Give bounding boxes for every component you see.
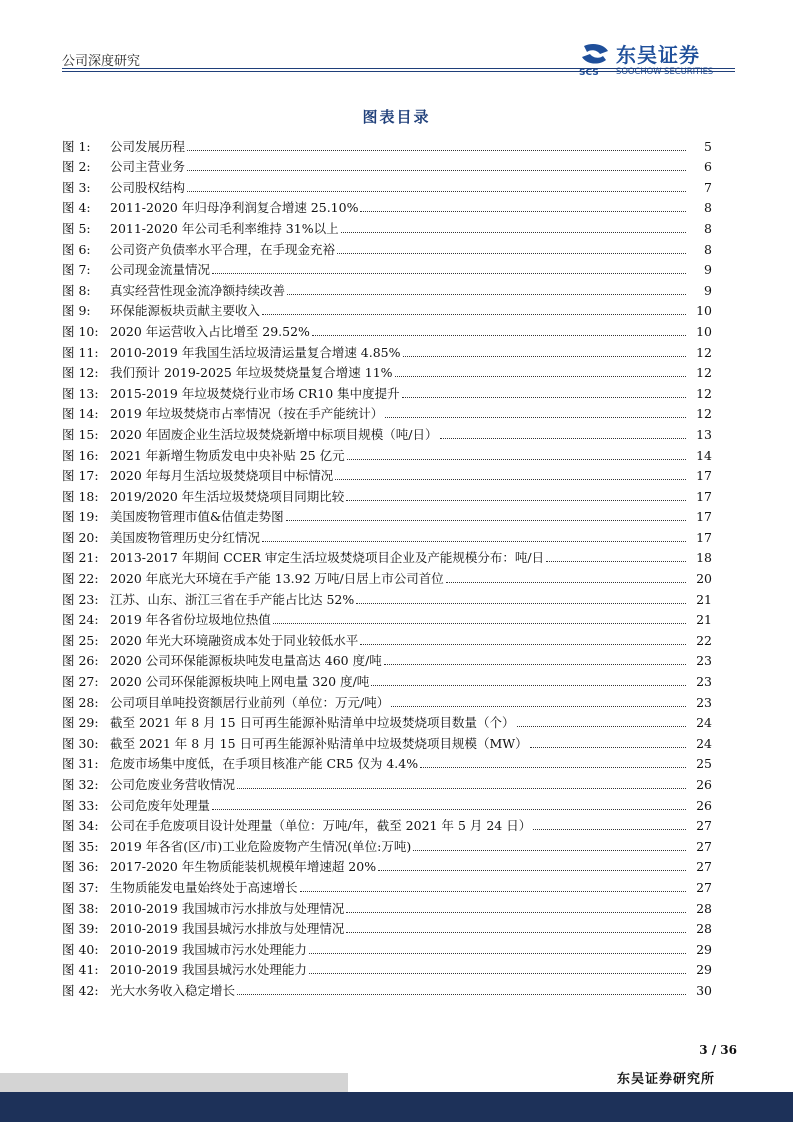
- toc-entry-title: [62, 818, 531, 834]
- figure-title: 2011-2020 年公司毛利率维持 31%以上: [110, 220, 339, 236]
- dot-leader: [346, 912, 686, 913]
- report-type-label: 公司深度研究: [62, 54, 141, 69]
- dot-leader: [309, 973, 686, 974]
- dot-leader: [237, 994, 686, 995]
- toc-entry[interactable]: [62, 299, 712, 320]
- toc-page-number: 8: [704, 200, 712, 216]
- figure-title: 光大水务收入稳定增长: [110, 982, 236, 998]
- figure-title: 2020 年运营收入占比增至 29.52%: [110, 323, 310, 339]
- toc-page-number: 9: [704, 262, 712, 278]
- figure-number: 图 34:: [62, 818, 99, 834]
- dot-leader: [420, 767, 686, 768]
- dot-leader: [402, 397, 686, 398]
- toc-page-number: 21: [696, 591, 712, 607]
- figure-title: 江苏、山东、浙江三省在手产能占比达 52%: [110, 591, 355, 607]
- dot-leader: [440, 438, 687, 439]
- toc-entry[interactable]: [62, 155, 712, 176]
- dot-leader: [212, 809, 686, 810]
- toc-page-number: 8: [704, 241, 712, 257]
- toc-entry[interactable]: [62, 896, 712, 917]
- toc-entry[interactable]: [62, 278, 712, 299]
- figure-title: 2019 年各省(区/市)工业危险废物产生情况(单位:万吨): [110, 838, 412, 854]
- figure-title: 2020 公司环保能源板块吨发电量高达 460 度/吨: [110, 653, 382, 669]
- dot-leader: [335, 479, 686, 480]
- figure-title: 美国废物管理历史分红情况: [110, 529, 261, 545]
- figure-number: 图 6:: [62, 241, 91, 257]
- figure-title: 美国废物管理市值&估值走势图: [110, 509, 284, 525]
- figure-title: 公司危废年处理量: [110, 797, 211, 813]
- toc-entry-title: [62, 200, 358, 216]
- dot-leader: [341, 232, 686, 233]
- toc-page-number: 28: [696, 900, 712, 916]
- figure-number: 图 21:: [62, 550, 99, 566]
- toc-entry-title: [62, 962, 307, 978]
- figure-number: 图 13:: [62, 385, 99, 401]
- toc-entry[interactable]: [62, 525, 712, 546]
- toc-entry[interactable]: [62, 546, 712, 567]
- toc-entry-title: [62, 612, 271, 628]
- figure-number: 图 38:: [62, 900, 99, 916]
- figure-number: 图 18:: [62, 488, 99, 504]
- toc-entry-title: [62, 942, 307, 958]
- toc-entry[interactable]: [62, 875, 712, 896]
- figure-title: 我们预计 2019-2025 年垃圾焚烧量复合增速 11%: [110, 365, 393, 381]
- dot-leader: [546, 561, 686, 562]
- figure-title: 2010-2019 我国县城污水排放与处理情况: [110, 921, 345, 937]
- toc-entry-title: [62, 221, 339, 237]
- figure-title: 2011-2020 年归母净利润复合增速 25.10%: [110, 200, 359, 216]
- toc-entry-title: [62, 633, 358, 649]
- toc-page-number: 5: [704, 138, 712, 154]
- toc-entry[interactable]: [62, 258, 712, 279]
- toc-page-number: 9: [704, 282, 712, 298]
- logo-chinese-name: 东吴证券: [616, 43, 700, 67]
- toc-entry-title: [62, 365, 393, 381]
- figure-number: 图 35:: [62, 838, 99, 854]
- figure-title: 2020 年每月生活垃圾焚烧项目中标情况: [110, 468, 334, 484]
- toc-entry[interactable]: [62, 422, 712, 443]
- toc-entry-title: [62, 550, 544, 566]
- toc-entry[interactable]: [62, 216, 712, 237]
- header-divider-thin: [62, 71, 735, 72]
- toc-page-number: 27: [696, 838, 712, 854]
- toc-page-number: 27: [696, 818, 712, 834]
- dot-leader: [212, 273, 686, 274]
- soochow-logo-icon: [578, 42, 612, 78]
- figure-title: 2020 年光大环境融资成本处于同业较低水平: [110, 632, 359, 648]
- toc-entry[interactable]: [62, 937, 712, 958]
- figure-title: 公司危废业务营收情况: [110, 777, 236, 792]
- company-logo: [578, 42, 738, 82]
- toc-page-number: 17: [696, 468, 712, 484]
- toc-page-number: 26: [696, 797, 712, 813]
- dot-leader: [300, 891, 686, 892]
- figure-title: 环保能源板块贡献主要收入: [110, 303, 261, 319]
- toc-entry-title: [62, 489, 344, 505]
- toc-page-number: 17: [696, 509, 712, 525]
- figure-number: 图 36:: [62, 859, 99, 875]
- figure-title: 截至 2021 年 8 月 15 日可再生能源补贴清单中垃圾焚烧项目数量（个）: [110, 715, 515, 731]
- figure-title: 2017-2020 年生物质能装机规模年增速超 20%: [110, 859, 377, 875]
- figure-title: 截至 2021 年 8 月 15 日可再生能源补贴清单中垃圾焚烧项目规模（MW）: [110, 735, 528, 751]
- figure-number: 图 8:: [62, 282, 91, 298]
- toc-entry[interactable]: [62, 340, 712, 361]
- toc-page-number: 10: [696, 323, 712, 339]
- toc-entry[interactable]: [62, 196, 712, 217]
- toc-page-number: 27: [696, 879, 712, 895]
- toc-entry-title: [62, 859, 376, 875]
- dot-leader: [286, 520, 686, 521]
- toc-entry-title: [62, 159, 185, 175]
- dot-leader: [517, 726, 686, 727]
- footer-company-name: 东吴证券研究所: [616, 1072, 715, 1087]
- toc-entry-title: [62, 262, 210, 278]
- figure-number: 图 23:: [62, 591, 99, 607]
- figure-number: 图 7:: [62, 262, 91, 278]
- toc-entry-title: [62, 509, 284, 525]
- figure-title: 2010-2019 我国城市污水处理能力: [110, 941, 307, 957]
- figure-number: 图 4:: [62, 200, 91, 216]
- figure-number: 图 42:: [62, 982, 99, 998]
- toc-page-number: 12: [696, 406, 712, 422]
- figure-title: 2020 公司环保能源板块吨上网电量 320 度/吨: [110, 674, 370, 690]
- page-title: 图表目录: [362, 108, 431, 126]
- figure-number: 图 14:: [62, 406, 99, 422]
- toc-page-number: 12: [696, 385, 712, 401]
- toc-page-number: 24: [696, 715, 712, 731]
- toc-page-number: 12: [696, 365, 712, 381]
- toc-page-number: 12: [696, 344, 712, 360]
- dot-leader: [530, 747, 686, 748]
- figure-number: 图 24:: [62, 612, 99, 628]
- toc-page-number: 27: [696, 859, 712, 875]
- toc-entry-title: [62, 880, 298, 896]
- toc-page-number: 30: [696, 982, 712, 998]
- toc-page-number: 17: [696, 488, 712, 504]
- toc-entry-title: [62, 345, 401, 361]
- dot-leader: [371, 685, 686, 686]
- toc-entry[interactable]: [62, 669, 712, 690]
- figure-title: 公司主营业务: [110, 159, 186, 175]
- logo-mark-text: SCS: [579, 68, 599, 78]
- dot-leader: [337, 253, 686, 254]
- figure-number: 图 26:: [62, 653, 99, 669]
- page-number: 3 / 36: [699, 1043, 737, 1057]
- toc-page-number: 24: [696, 735, 712, 751]
- toc-page-number: 18: [696, 550, 712, 566]
- toc-page-number: 22: [696, 632, 712, 648]
- toc-entry-title: [62, 180, 185, 196]
- toc-entry-title: [62, 427, 438, 443]
- toc-entry-title: [62, 983, 235, 999]
- toc-entry[interactable]: [62, 237, 712, 258]
- toc-page-number: 23: [696, 694, 712, 710]
- header-divider: [62, 68, 735, 69]
- dot-leader: [187, 150, 686, 151]
- dot-leader: [312, 335, 686, 336]
- toc-entry-title: [62, 715, 515, 731]
- figure-number: 图 3:: [62, 179, 91, 195]
- dot-leader: [262, 314, 686, 315]
- figure-number: 图 32:: [62, 777, 99, 792]
- toc-page-number: 17: [696, 529, 712, 545]
- figure-number: 图 17:: [62, 468, 99, 484]
- dot-leader: [446, 582, 686, 583]
- figure-number: 图 37:: [62, 879, 99, 895]
- dot-leader: [395, 376, 686, 377]
- figure-number: 图 30:: [62, 735, 99, 751]
- toc-entry[interactable]: [62, 793, 712, 814]
- toc-page-number: 6: [704, 159, 712, 175]
- dot-leader: [360, 211, 686, 212]
- toc-entry-title: [62, 283, 285, 299]
- toc-entry-title: [62, 571, 444, 587]
- toc-entry-title: [62, 901, 344, 917]
- toc-entry[interactable]: [62, 587, 712, 608]
- toc-entry[interactable]: [62, 772, 712, 793]
- toc-entry[interactable]: [62, 978, 712, 999]
- toc-entry-title: [62, 756, 418, 772]
- logo-english-name: SOOCHOW SECURITIES: [616, 66, 714, 76]
- dot-leader: [346, 500, 686, 501]
- toc-entry-title: [62, 324, 310, 340]
- dot-leader: [237, 788, 686, 789]
- toc-entry[interactable]: [62, 381, 712, 402]
- toc-entry-title: [62, 448, 345, 464]
- figure-title: 2019 年各省份垃圾地位热值: [110, 612, 271, 628]
- toc-page-number: 10: [696, 303, 712, 319]
- figure-number: 图 22:: [62, 571, 99, 587]
- figure-number: 图 27:: [62, 674, 99, 690]
- toc-page-number: 26: [696, 777, 712, 792]
- toc-entry[interactable]: [62, 958, 712, 979]
- toc-entry[interactable]: [62, 917, 712, 938]
- toc-entry[interactable]: [62, 855, 712, 876]
- toc-page-number: 21: [696, 612, 712, 628]
- toc-entry-title: [62, 139, 185, 155]
- toc-page-number: 29: [696, 962, 712, 978]
- toc-page-number: 23: [696, 653, 712, 669]
- dot-leader: [187, 170, 686, 171]
- toc-entry-title: [62, 530, 260, 546]
- figure-title: 2010-2019 年我国生活垃圾清运量复合增速 4.85%: [110, 344, 401, 360]
- figure-title: 公司发展历程: [110, 138, 186, 154]
- figure-number: 图 40:: [62, 941, 99, 957]
- figure-number: 图 10:: [62, 323, 99, 339]
- toc-entry-title: [62, 921, 344, 937]
- toc-entry[interactable]: [62, 402, 712, 423]
- toc-entry[interactable]: [62, 731, 712, 752]
- dot-leader: [347, 459, 686, 460]
- toc-entry[interactable]: [62, 361, 712, 382]
- toc-entry[interactable]: [62, 566, 712, 587]
- figure-title: 2013-2017 年期间 CCER 审定生活垃圾焚烧项目企业及产能规模分布：吨/日: [110, 550, 545, 566]
- toc-entry[interactable]: [62, 464, 712, 485]
- toc-entry[interactable]: [62, 690, 712, 711]
- figure-number: 图 41:: [62, 962, 99, 978]
- toc-entry-title: [62, 695, 389, 711]
- dot-leader: [360, 644, 686, 645]
- toc-page-number: 13: [696, 426, 712, 442]
- figure-number: 图 31:: [62, 756, 99, 772]
- figure-title: 2015-2019 年垃圾焚烧行业市场 CR10 集中度提升: [110, 385, 400, 401]
- figure-number: 图 39:: [62, 921, 99, 937]
- figure-number: 图 28:: [62, 694, 99, 710]
- figure-title: 公司在手危废项目设计处理量（单位：万吨/年，截至 2021 年 5 月 24 日）: [110, 818, 532, 834]
- figure-title: 2021 年新增生物质发电中央补贴 25 亿元: [110, 447, 345, 463]
- figure-index-list: [62, 134, 712, 999]
- toc-entry[interactable]: [62, 711, 712, 732]
- figure-number: 图 2:: [62, 159, 91, 175]
- figure-number: 图 12:: [62, 365, 99, 381]
- dot-leader: [309, 953, 686, 954]
- toc-page-number: 25: [696, 756, 712, 772]
- dot-leader: [384, 664, 686, 665]
- figure-number: 图 20:: [62, 529, 99, 545]
- figure-number: 图 33:: [62, 797, 99, 813]
- figure-number: 图 16:: [62, 447, 99, 463]
- dot-leader: [187, 191, 686, 192]
- dot-leader: [273, 623, 686, 624]
- toc-page-number: 20: [696, 571, 712, 587]
- dot-leader: [391, 706, 686, 707]
- dot-leader: [533, 829, 686, 830]
- toc-entry[interactable]: [62, 175, 712, 196]
- figure-title: 2019/2020 年生活垃圾焚烧项目同期比较: [110, 488, 345, 504]
- toc-entry-title: [62, 653, 382, 669]
- dot-leader: [378, 870, 686, 871]
- dot-leader: [403, 356, 686, 357]
- dot-leader: [385, 417, 686, 418]
- toc-entry[interactable]: [62, 752, 712, 773]
- figure-number: 图 1:: [62, 138, 91, 154]
- toc-entry-title: [62, 468, 333, 484]
- figure-number: 图 25:: [62, 632, 99, 648]
- toc-entry-title: [62, 839, 411, 855]
- figure-number: 图 29:: [62, 715, 99, 731]
- toc-entry[interactable]: [62, 484, 712, 505]
- figure-number: 图 19:: [62, 509, 99, 525]
- toc-entry[interactable]: [62, 649, 712, 670]
- toc-entry-title: [62, 242, 335, 258]
- figure-number: 图 15:: [62, 426, 99, 442]
- figure-title: 生物质能发电量始终处于高速增长: [110, 879, 298, 895]
- figure-title: 公司现金流量情况: [110, 262, 211, 278]
- toc-entry[interactable]: [62, 505, 712, 526]
- toc-entry[interactable]: [62, 443, 712, 464]
- toc-entry[interactable]: [62, 134, 712, 155]
- toc-page-number: 7: [704, 179, 712, 195]
- figure-title: 2019 年垃圾焚烧市占率情况（按在手产能统计）: [110, 406, 384, 422]
- toc-entry[interactable]: [62, 834, 712, 855]
- toc-entry-title: [62, 674, 369, 690]
- toc-entry-title: [62, 592, 354, 608]
- toc-entry-title: [62, 798, 210, 814]
- figure-number: 图 5:: [62, 220, 91, 236]
- footer-band: [0, 1092, 793, 1122]
- figure-number: 图 9:: [62, 303, 91, 319]
- toc-page-number: 14: [696, 447, 712, 463]
- toc-entry-title: [62, 386, 400, 402]
- toc-page-number: 23: [696, 674, 712, 690]
- figure-title: 危废市场集中度低，在手项目核准产能 CR5 仅为 4.4%: [110, 756, 419, 772]
- figure-title: 公司资产负债率水平合理，在手现金充裕: [110, 241, 336, 257]
- figure-title: 2010-2019 我国城市污水排放与处理情况: [110, 900, 345, 916]
- figure-title: 公司项目单吨投资额居行业前列（单位：万元/吨）: [110, 694, 390, 710]
- figure-title: 2020 年固废企业生活垃圾焚烧新增中标项目规模（吨/日）: [110, 426, 438, 442]
- toc-page-number: 29: [696, 941, 712, 957]
- figure-title: 2020 年底光大环境在手产能 13.92 万吨/日居上市公司首位: [110, 571, 444, 587]
- toc-page-number: 8: [704, 220, 712, 236]
- figure-title: 公司股权结构: [110, 179, 186, 195]
- toc-entry[interactable]: [62, 319, 712, 340]
- toc-page-number: 28: [696, 921, 712, 937]
- figure-title: 2010-2019 我国县城污水处理能力: [110, 962, 307, 978]
- dot-leader: [346, 932, 686, 933]
- dot-leader: [413, 850, 686, 851]
- toc-entry-title: [62, 303, 260, 319]
- dot-leader: [287, 294, 686, 295]
- toc-entry[interactable]: [62, 814, 712, 835]
- figure-number: 图 11:: [62, 344, 99, 360]
- toc-entry-title: [62, 736, 528, 752]
- dot-leader: [262, 541, 686, 542]
- toc-entry[interactable]: [62, 628, 712, 649]
- dot-leader: [356, 603, 686, 604]
- toc-entry[interactable]: [62, 608, 712, 629]
- figure-title: 真实经营性现金流净额持续改善: [110, 282, 286, 298]
- toc-entry-title: [62, 777, 235, 793]
- toc-entry-title: [62, 406, 383, 422]
